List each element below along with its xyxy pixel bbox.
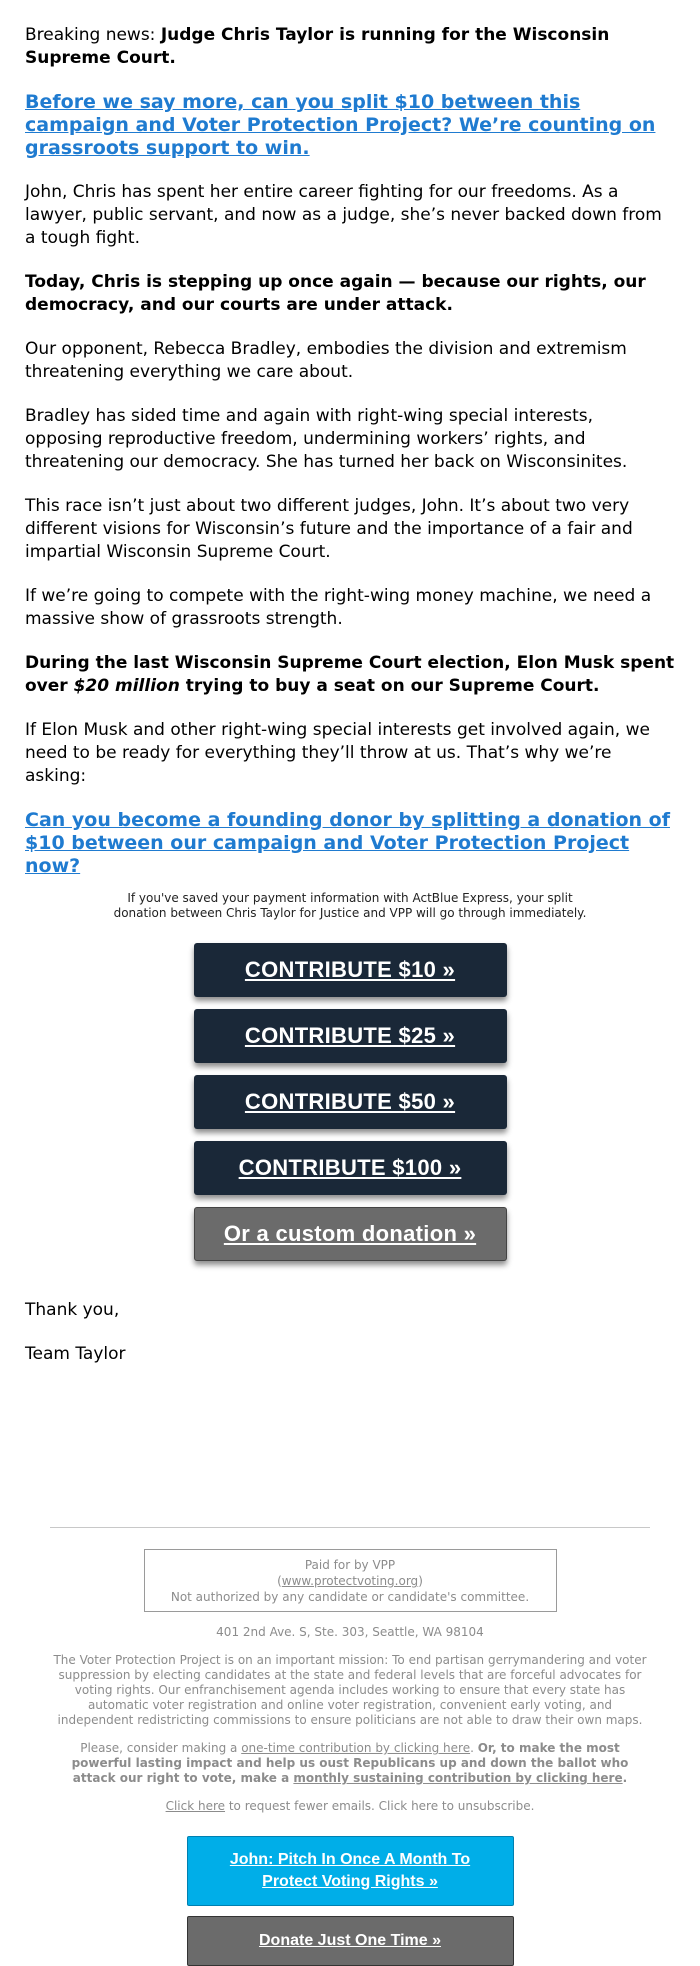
consider-end-period: .: [622, 1771, 628, 1785]
fewer-emails-text: to request fewer emails. Click here to unsubscribe.: [225, 1799, 535, 1813]
intro-headline: Judge Chris Taylor is running for the Wisconsin Supreme Court.: [25, 25, 610, 68]
paragraph-musk: [25, 652, 675, 698]
paragraph-bradley: Bradley has sided time and again with right-wing special interests, opposing reproductive freedom, undermining workers’ rights, and threatening our democracy. She has turned her back on Wisconsinites.: [25, 406, 628, 472]
one-time-donation-button[interactable]: Donate Just One Time »: [187, 1916, 514, 1966]
intro-paragraph: [25, 24, 675, 70]
express-note-line1: If you've saved your payment information with ActBlue Express, your split: [127, 891, 573, 905]
website-link[interactable]: www.protectvoting.org: [281, 1574, 419, 1588]
paragraph-asking: If Elon Musk and other right-wing special interests get involved again, we need to be ready for everything they’ll throw at us. That’s why we’re asking:: [25, 720, 650, 786]
contribute-buttons: [25, 943, 675, 1273]
paragraph-compete: If we’re going to compete with the right-wing money machine, we need a massive show of grassroots strength.: [25, 586, 652, 629]
custom-donation-button[interactable]: Or a custom donation »: [194, 1207, 507, 1261]
consider-period: .: [470, 1741, 478, 1755]
footer-consider: [50, 1741, 650, 1786]
paragraph-race: This race isn’t just about two different judges, John. It’s about two very different visions for Wisconsin’s future and the importance of a fair and impartial Wisconsin Supreme Court.: [25, 496, 633, 562]
contribute-25-button[interactable]: CONTRIBUTE $25 »: [194, 1009, 507, 1063]
paragraph-career: John, Chris has spent her entire career fighting for our freedoms. As a lawyer, public servant, and now as a judge, she’s never backed down from a tough fight.: [25, 182, 662, 248]
consider-bold-text: Or, to make the most powerful lasting impact and help us oust Republicans up and down the ballot who attack our right to vote, make a: [71, 1741, 629, 1785]
paren-open: (: [277, 1574, 282, 1588]
footer-buttons: [50, 1836, 650, 1966]
one-time-contribution-link[interactable]: one-time contribution by clicking here: [241, 1741, 471, 1755]
signoff: [25, 1299, 675, 1366]
monthly-contribution-link[interactable]: monthly sustaining contribution by clicking here: [293, 1771, 623, 1785]
monthly-donation-button[interactable]: John: Pitch In Once A Month To Protect Voting Rights »: [187, 1836, 514, 1906]
musk-text-b: trying to buy a seat on our Supreme Court.: [179, 676, 600, 696]
contribute-50-button[interactable]: CONTRIBUTE $50 »: [194, 1075, 507, 1129]
actblue-express-note: [25, 891, 675, 921]
paid-for-box: [144, 1549, 557, 1612]
split-donation-link[interactable]: Before we say more, can you split $10 between this campaign and Voter Protection Project? We’re counting on grassroots support to win.: [25, 91, 656, 159]
website-line: [153, 1573, 548, 1589]
paid-for-line: Paid for by VPP: [304, 1558, 396, 1572]
musk-text-a: During the last Wisconsin Supreme Court election, Elon Musk spent over: [25, 653, 675, 696]
express-note-line2: donation between Chris Taylor for Justice and VPP will go through immediately.: [113, 906, 587, 920]
fewer-emails-link[interactable]: Click here: [165, 1799, 226, 1813]
paragraph-stepping-up: Today, Chris is stepping up once again — because our rights, our democracy, and our courts are under attack.: [25, 272, 646, 315]
paragraph-opponent: Our opponent, Rebecca Bradley, embodies the division and extremism threatening everything we care about.: [25, 339, 627, 382]
footer-unsubscribe: [50, 1799, 650, 1814]
signoff-team: Team Taylor: [25, 1344, 126, 1364]
contribute-10-button[interactable]: CONTRIBUTE $10 »: [194, 943, 507, 997]
not-authorized-line: Not authorized by any candidate or candidate's committee.: [170, 1590, 530, 1604]
consider-text: Please, consider making a: [80, 1741, 242, 1755]
footer-mission: The Voter Protection Project is on an important mission: To end partisan gerrymandering and voter suppression by electing candidates at the state and federal levels that are forceful advocates for voting rights. Our enfranchisement agenda includes working to ensure that every state has automatic voter registration and online voter registration, convenient early voting, and independent redistricting commissions to ensure politicians are not able to draw their own maps.: [53, 1653, 647, 1727]
footer-divider: [50, 1527, 650, 1528]
intro-prefix: Breaking news:: [25, 25, 161, 45]
signoff-thanks: Thank you,: [25, 1300, 120, 1320]
footer: [0, 1527, 700, 1966]
footer-address: 401 2nd Ave. S, Ste. 303, Seattle, WA 98104: [216, 1625, 484, 1639]
paren-close: ): [418, 1574, 423, 1588]
contribute-100-button[interactable]: CONTRIBUTE $100 »: [194, 1141, 507, 1195]
musk-amount: $20 million: [73, 676, 180, 696]
founding-donor-link[interactable]: Can you become a founding donor by splitting a donation of $10 between our campaign and Voter Protection Project now?: [25, 809, 670, 877]
